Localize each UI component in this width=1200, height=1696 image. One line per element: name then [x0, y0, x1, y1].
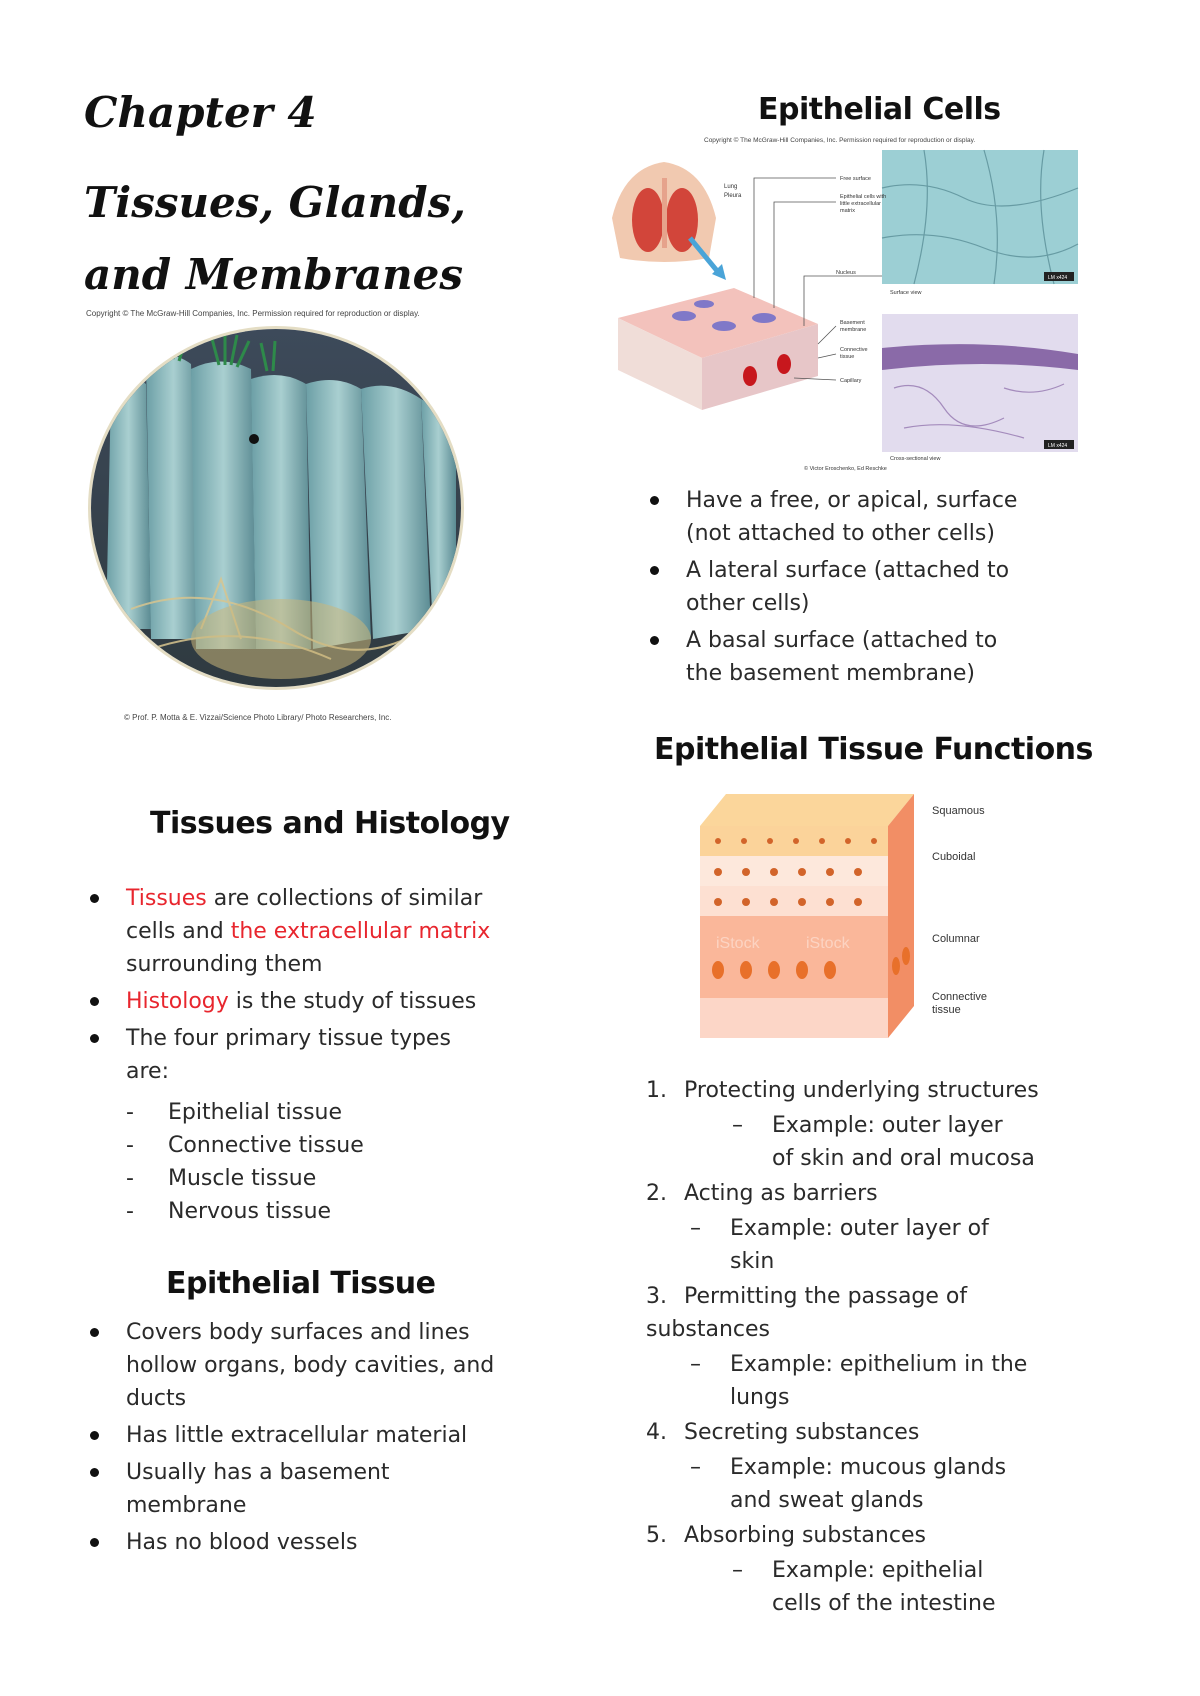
sem-photo — [88, 326, 464, 690]
scale-label-surface: LM x424 — [1048, 275, 1068, 281]
bullet-text: Has no blood vessels — [126, 1530, 358, 1555]
dash-marker: - — [126, 1133, 134, 1158]
bullet-text: Usually has a basement membrane — [126, 1460, 390, 1518]
item-number: 5. — [646, 1523, 667, 1548]
tissue-type: Nervous tissue — [168, 1199, 332, 1224]
bullet-text: is the study of tissues — [228, 989, 477, 1014]
histology-bullet-histology — [84, 985, 504, 1018]
epithelium-types-figure — [666, 786, 1006, 1042]
label-tissue: tissue — [840, 354, 855, 360]
epithelial-cells-figure — [604, 148, 1082, 478]
dash-marker: - — [126, 1199, 134, 1224]
function-text: Protecting underlying structures — [684, 1078, 1039, 1103]
function-item-1 — [646, 1074, 1066, 1107]
dash-marker: – — [690, 1352, 701, 1377]
epithelial-tissue-list — [84, 1316, 504, 1559]
example-text: Example: epithelial — [772, 1558, 984, 1583]
function-item-4 — [646, 1416, 1066, 1449]
function-text: Secreting substances — [684, 1420, 920, 1445]
dash-marker: - — [126, 1100, 134, 1125]
label-nucleus: Nucleus — [836, 270, 856, 276]
photo-credit: © Prof. P. Motta & E. Vizzai/Science Photo Library/ Photo Researchers, Inc. — [124, 713, 392, 722]
function-text: Permitting the passage of — [684, 1284, 968, 1309]
list-item — [644, 624, 1064, 690]
example-text: cells of the intestine — [772, 1591, 996, 1616]
label-cuboidal: Cuboidal — [932, 851, 976, 863]
watermark: iStock — [716, 935, 760, 952]
function-text: Acting as barriers — [684, 1181, 878, 1206]
histology-bullet-tissues — [84, 882, 504, 981]
function-example-1 — [646, 1109, 1066, 1175]
bullet-text: Covers body surfaces and lines hollow organs, body cavities, and ducts — [126, 1320, 495, 1411]
function-text: Absorbing substances — [684, 1523, 926, 1548]
term-extracellular-matrix: the extracellular matrix — [230, 919, 491, 944]
list-item — [644, 484, 1064, 550]
label-surface-view: Surface view — [890, 290, 922, 296]
label-connective: Connective — [840, 347, 868, 353]
dash-marker: – — [690, 1455, 701, 1480]
function-item-5 — [646, 1519, 1066, 1552]
sem-photo-illustration — [91, 329, 461, 687]
list-item — [84, 1162, 504, 1195]
bullet-text: A lateral surface (attached to other cells) — [686, 558, 1010, 616]
epithelial-cells-diagram — [604, 148, 1082, 478]
list-item — [84, 1129, 504, 1162]
dash-marker: – — [690, 1216, 701, 1241]
example-text: Example: mucous glands — [730, 1455, 1007, 1480]
tissue-types-list — [84, 1096, 504, 1228]
label-columnar: Columnar — [932, 933, 980, 945]
label-epithelial-cells: Epithelial cells with — [840, 194, 887, 200]
label-membrane: membrane — [840, 327, 867, 333]
list-item — [84, 1526, 504, 1559]
function-item-3 — [646, 1280, 1066, 1313]
functions-list — [646, 1074, 1066, 1620]
list-item — [84, 1316, 504, 1415]
list-item — [84, 1195, 504, 1228]
label-connective: Connective — [932, 991, 988, 1003]
list-item — [84, 1096, 504, 1129]
list-item — [84, 1419, 504, 1452]
label-free-surface: Free surface — [840, 176, 871, 182]
label-little-extracellular: little extracellular — [840, 201, 881, 207]
tissue-type: Muscle tissue — [168, 1166, 317, 1191]
chapter-subtitle-line2: and Membranes — [84, 250, 464, 299]
label-lung: Lung — [724, 184, 738, 190]
function-example-4 — [646, 1451, 1066, 1517]
example-text: and sweat glands — [730, 1488, 924, 1513]
example-text: Example: outer layer of — [730, 1216, 989, 1241]
label-squamous: Squamous — [932, 805, 985, 817]
scale-label-cross: LM x424 — [1048, 443, 1068, 449]
watermark: iStock — [806, 935, 850, 952]
example-text: lungs — [730, 1385, 790, 1410]
function-example-5 — [646, 1554, 1066, 1620]
section-heading-functions: Epithelial Tissue Functions — [654, 732, 1093, 767]
epithelial-cells-list — [644, 484, 1064, 690]
label-pleura: Pleura — [724, 193, 742, 199]
label-basement: Basement — [840, 320, 865, 326]
bullet-text: Has little extracellular material — [126, 1423, 468, 1448]
list-item — [84, 1456, 504, 1522]
tissue-type: Epithelial tissue — [168, 1100, 343, 1125]
chapter-subtitle-line1: Tissues, Glands, — [84, 178, 466, 227]
item-number: 1. — [646, 1078, 667, 1103]
histology-list — [84, 882, 504, 1088]
figure-copyright: Copyright © The McGraw-Hill Companies, Inc. Permission required for reproduction or display. — [704, 137, 976, 144]
bullet-text: Have a free, or apical, surface (not attached to other cells) — [686, 488, 1018, 546]
epithelium-types-diagram — [666, 786, 1006, 1042]
item-number: 3. — [646, 1284, 667, 1309]
label-capillary: Capillary — [840, 378, 862, 384]
label-cross-sectional-view: Cross-sectional view — [890, 456, 941, 462]
chapter-title: Chapter 4 — [84, 88, 317, 137]
example-text: skin — [730, 1249, 775, 1274]
bullet-text: are collections of similar cells and — [126, 886, 483, 944]
dash-marker: – — [732, 1558, 743, 1583]
function-text-continued: substances — [646, 1317, 770, 1342]
bullet-text: surrounding them — [126, 952, 323, 977]
term-histology: Histology — [126, 989, 229, 1014]
histology-bullet-types — [84, 1022, 504, 1088]
function-item-2 — [646, 1177, 1066, 1210]
copyright-notice: Copyright © The McGraw-Hill Companies, Inc. Permission required for reproduction or display. — [86, 309, 420, 318]
section-heading-histology: Tissues and Histology — [150, 806, 510, 841]
function-example-2 — [646, 1212, 1066, 1278]
section-heading-epithelial-tissue: Epithelial Tissue — [166, 1266, 436, 1301]
term-tissues: Tissues — [126, 886, 207, 911]
label-tissue: tissue — [932, 1004, 961, 1016]
function-example-3 — [646, 1348, 1066, 1414]
list-item — [644, 554, 1064, 620]
figure-credit: © Victor Eroschenko, Ed Reschke — [804, 466, 887, 472]
example-text: Example: outer layer — [772, 1113, 1003, 1138]
section-heading-epithelial-cells: Epithelial Cells — [758, 92, 1001, 127]
item-number: 2. — [646, 1181, 667, 1206]
example-text: of skin and oral mucosa — [772, 1146, 1035, 1171]
example-text: Example: epithelium in the — [730, 1352, 1028, 1377]
dash-marker: - — [126, 1166, 134, 1191]
bullet-text: The four primary tissue types are: — [126, 1026, 451, 1084]
tissue-type: Connective tissue — [168, 1133, 364, 1158]
label-matrix: matrix — [840, 208, 855, 214]
dash-marker: – — [732, 1113, 743, 1138]
bullet-text: A basal surface (attached to the basement membrane) — [686, 628, 998, 686]
item-number: 4. — [646, 1420, 667, 1445]
